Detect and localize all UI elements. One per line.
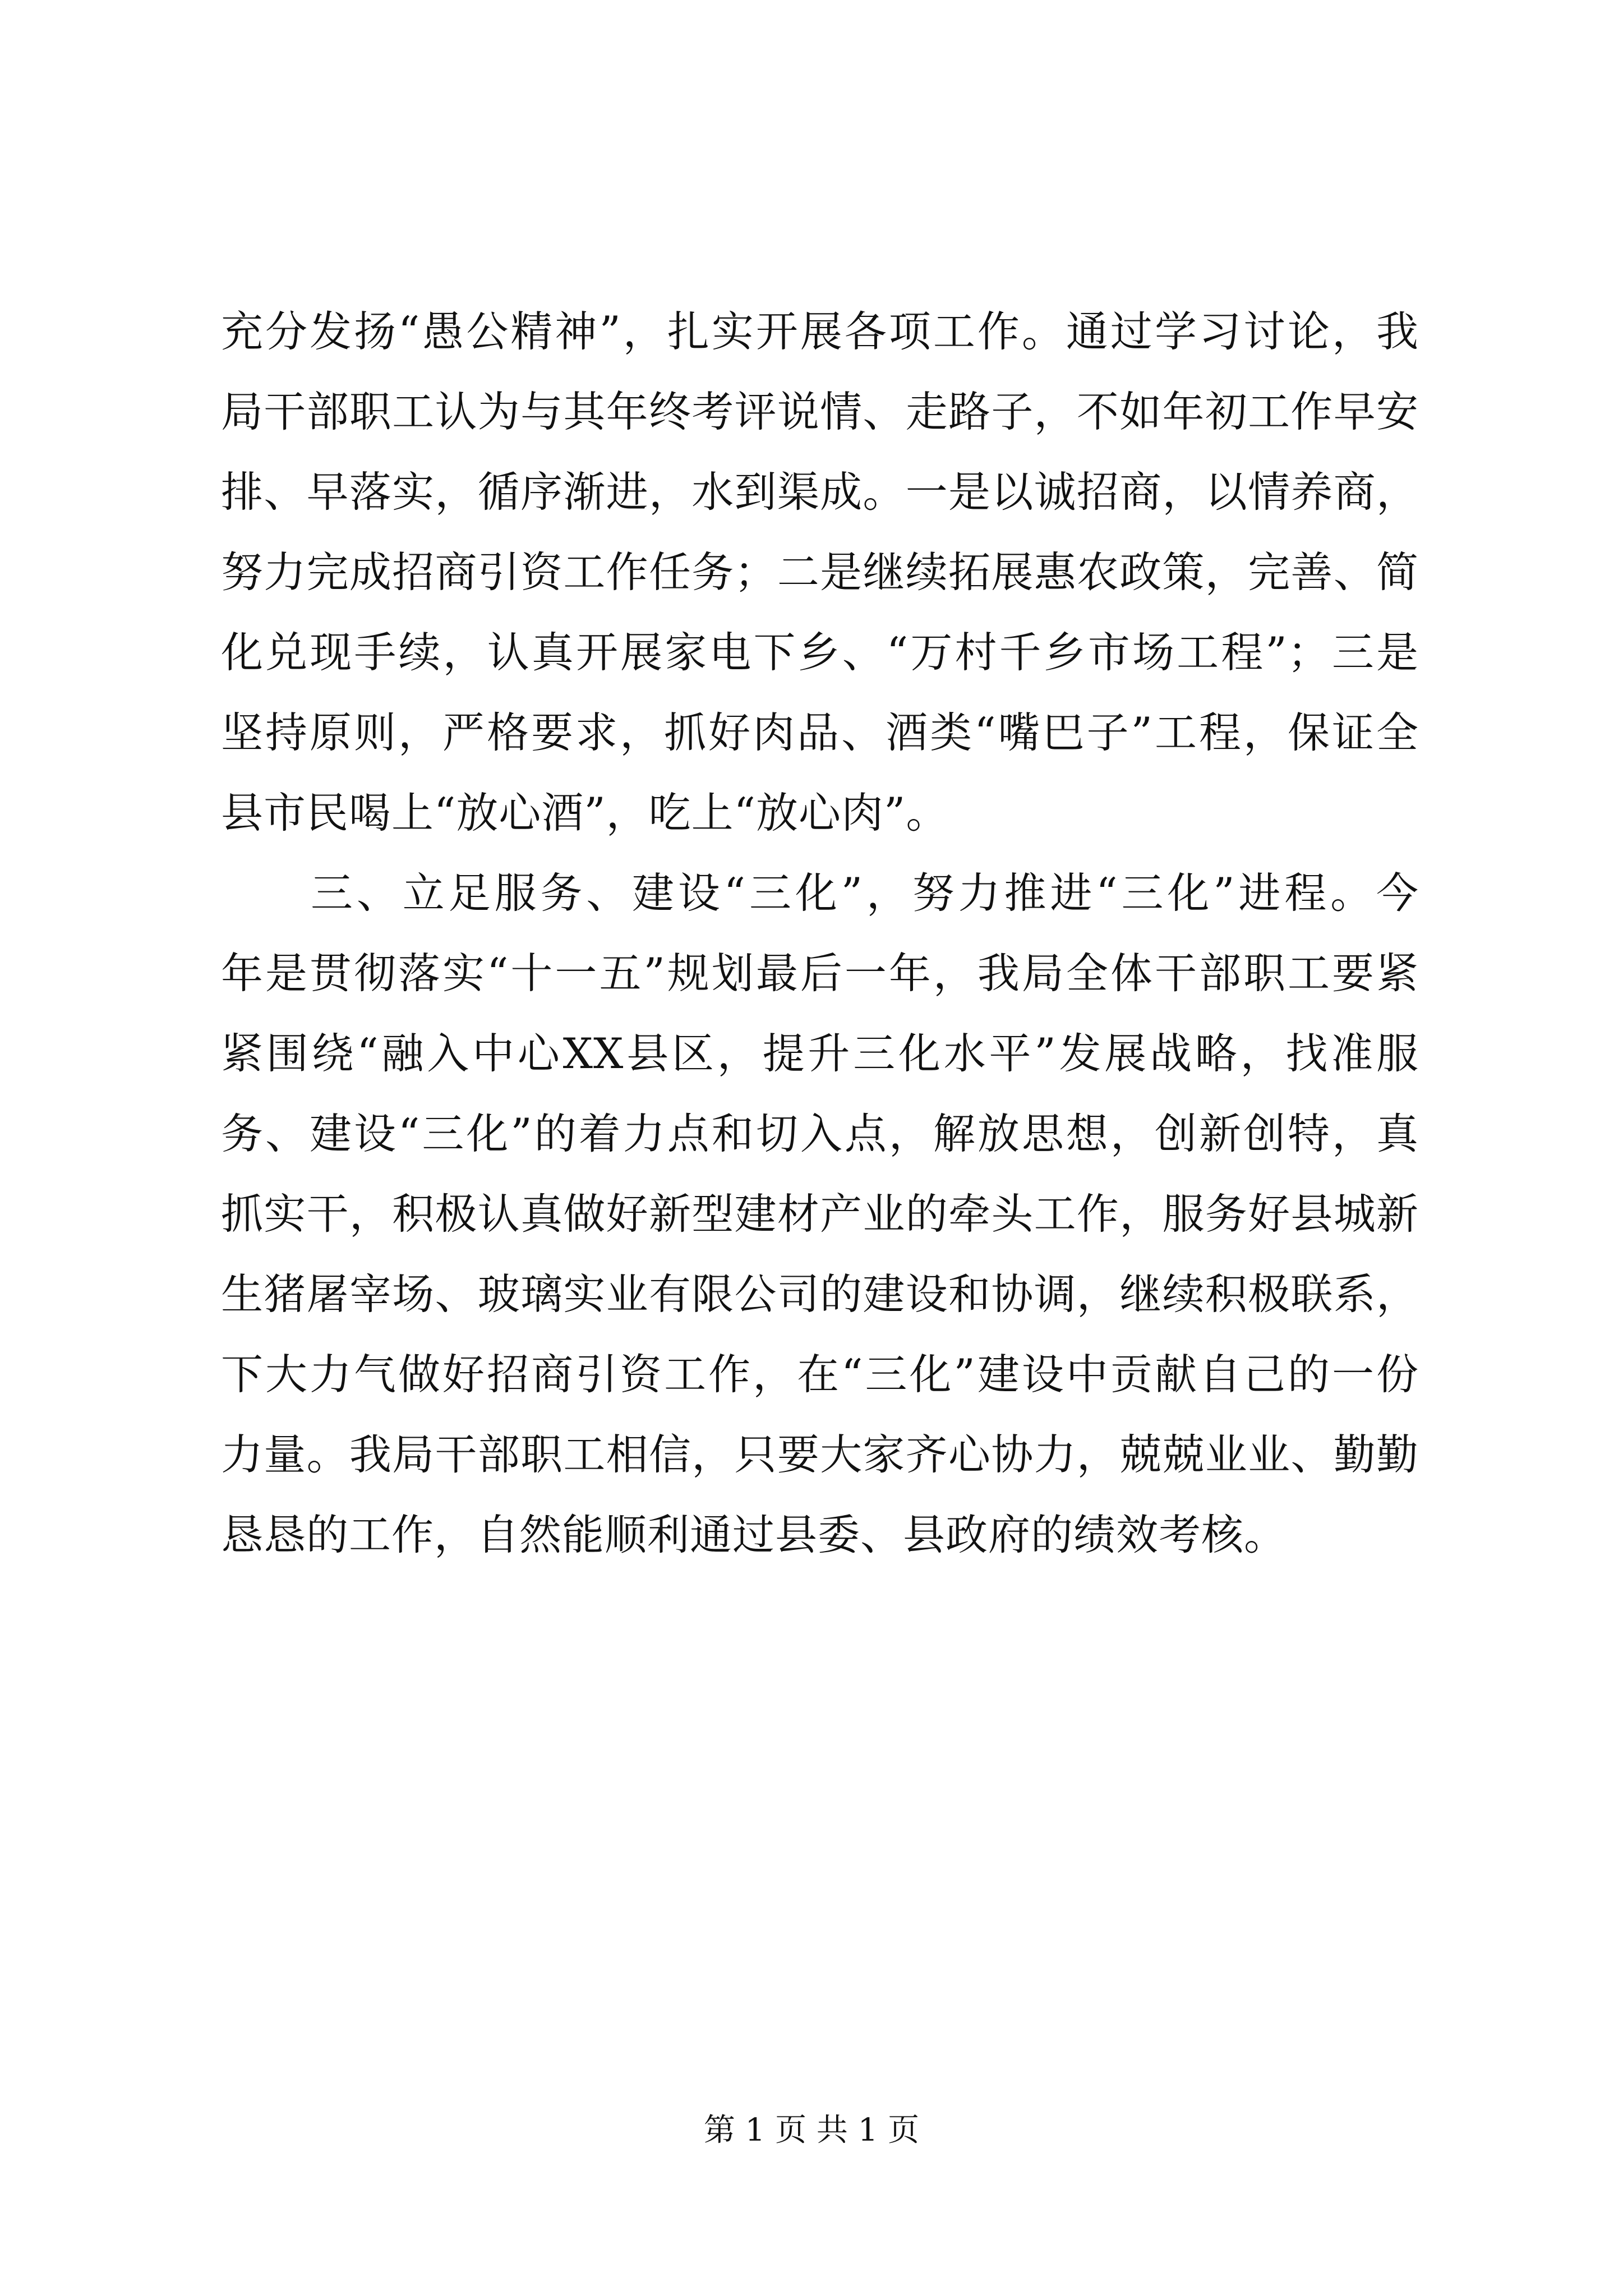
text-line: 三、立足服务、建设“三化”，努力推进“三化”进程。今 <box>311 868 1419 918</box>
text-line: 务、建设“三化”的着力点和切入点，解放思想，创新创特，真 <box>221 1109 1419 1158</box>
document-body <box>221 292 1419 1575</box>
text-line: 县市民喝上“放心酒”，吃上“放心肉”。 <box>221 788 949 838</box>
text-line: 下大力气做好招商引资工作，在“三化”建设中贡献自己的一份 <box>221 1350 1419 1399</box>
text-line: 力量。我局干部职工相信，只要大家齐心协力，兢兢业业、勤勤 <box>221 1430 1419 1479</box>
text-line: 努力完成招商引资工作任务；二是继续拓展惠农政策，完善、简 <box>221 547 1419 597</box>
text-line: 抓实干，积极认真做好新型建材产业的牵头工作，服务好县城新 <box>221 1189 1419 1239</box>
page-footer: 第 1 页 共 1 页 <box>703 2112 920 2148</box>
text-line: 生猪屠宰场、玻璃实业有限公司的建设和协调，继续积极联系， <box>221 1269 1419 1319</box>
text-line: 坚持原则，严格要求，抓好肉品、酒类“嘴巴子”工程，保证全 <box>221 708 1419 757</box>
text-line: 充分发扬“愚公精神”，扎实开展各项工作。通过学习讨论，我 <box>221 307 1419 356</box>
paragraph-1 <box>221 292 1419 853</box>
text-line: 排、早落实，循序渐进，水到渠成。一是以诚招商，以情养商， <box>221 467 1419 517</box>
text-line: 局干部职工认为与其年终考评说情、走路子，不如年初工作早安 <box>221 387 1419 436</box>
text-line: 紧围绕“融入中心XX县区，提升三化水平”发展战略，找准服 <box>221 1029 1419 1078</box>
paragraph-2 <box>221 853 1419 1575</box>
text-line: 化兑现手续，认真开展家电下乡、“万村千乡市场工程”；三是 <box>221 628 1419 677</box>
text-line: 年是贯彻落实“十一五”规划最后一年，我局全体干部职工要紧 <box>221 949 1419 998</box>
text-line: 恳恳的工作，自然能顺利通过县委、县政府的绩效考核。 <box>221 1510 1287 1559</box>
